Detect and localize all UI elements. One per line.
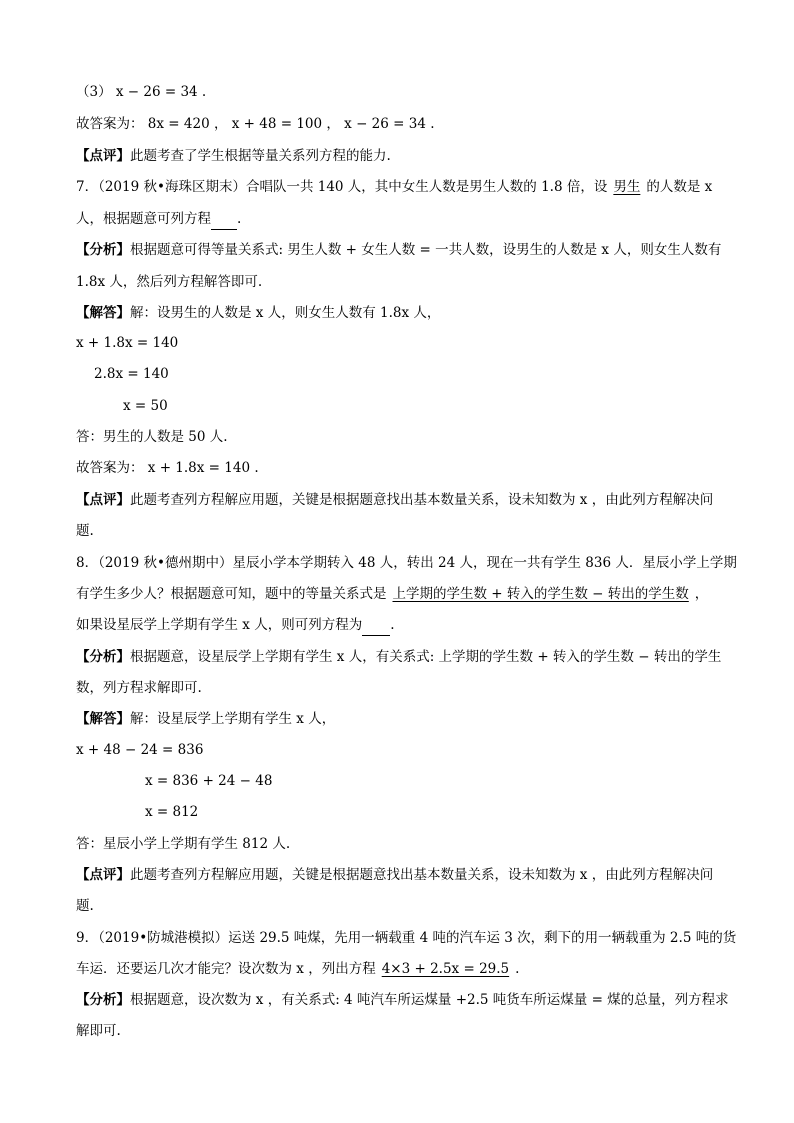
analysis-tag: 【分析】	[76, 242, 130, 258]
comment-tag: 【点评】	[76, 867, 130, 883]
q7-answer: 故答案为： x + 1.8x = 140 .	[76, 460, 259, 476]
q7-equation-3: x = 50	[123, 398, 168, 414]
q8-blank-equation	[362, 615, 390, 636]
q7-stem-line2: 人，根据题意可列方程 .	[76, 209, 726, 229]
q8-blank-relation: 上学期的学生数 + 转入的学生数 − 转出的学生数	[392, 586, 689, 602]
q9-stem-line1: 9．（2019•防城港模拟）运送 29.5 吨煤，先用一辆载重 4 吨的汽车运 3 次，剩下的用一辆载重为 2.5 吨的货	[76, 930, 737, 946]
q9-blank-equation: 4×3 + 2.5x = 29.5	[381, 961, 510, 977]
comment-tag: 【点评】	[76, 148, 130, 164]
q7-stem-line1: 7．（2019 秋•海珠区期末）合唱队一共 140 人，其中女生人数是男生人数的 1.8 倍，设 男生 的人数是 x	[76, 179, 713, 195]
q9-analysis-line2: 解即可.	[76, 1023, 121, 1039]
q8-comment-line1: 【点评】此题考查列方程解应用题，关键是根据题意找出基本数量关系，设未知数为 x ，由此列方程解决问	[76, 867, 714, 883]
q7-blank-answer: 男生	[613, 179, 641, 195]
q7-conclusion: 答：男生的人数是 50 人.	[76, 429, 228, 445]
q7-solution: 【解答】解：设男生的人数是 x 人，则女生人数有 1.8x 人，	[76, 305, 441, 321]
comment-tag: 【点评】	[76, 492, 130, 508]
q6-part3: （3） x − 26 = 34 .	[76, 84, 207, 100]
q8-analysis-line1: 【分析】根据题意，设星辰学上学期有学生 x 人，有关系式: 上学期的学生数 + 转入的学生数 − 转出的学生	[76, 649, 722, 665]
q8-stem-line3: 如果设星辰学上学期有学生 x 人，则可列方程为 .	[76, 615, 726, 635]
analysis-tag: 【分析】	[76, 649, 130, 665]
q8-comment-line2: 题.	[76, 898, 94, 914]
q7-analysis-line1: 【分析】根据题意可得等量关系式: 男生人数 + 女生人数 = 一共人数，设男生的人数是 x 人，则女生人数有	[76, 242, 722, 258]
q6-answer: 故答案为： 8x = 420 ， x + 48 = 100 ， x − 26 = 34 .	[76, 116, 435, 132]
q9-analysis-line1: 【分析】根据题意，设次数为 x ，有关系式: 4 吨汽车所运煤量 +2.5 吨货车所运煤量 = 煤的总量，列方程求	[76, 992, 729, 1008]
q8-equation-3: x = 812	[145, 804, 199, 820]
q8-equation-1: x + 48 − 24 = 836	[76, 742, 204, 758]
q7-equation-1: x + 1.8x = 140	[76, 335, 179, 351]
q8-conclusion: 答：星辰小学上学期有学生 812 人.	[76, 836, 291, 852]
analysis-tag: 【分析】	[76, 992, 130, 1008]
q7-equation-2: 2.8x = 140	[94, 366, 169, 382]
q8-analysis-line2: 数，列方程求解即可.	[76, 680, 202, 696]
q7-analysis-line2: 1.8x 人，然后列方程解答即可.	[76, 274, 263, 290]
q7-comment-line1: 【点评】此题考查列方程解应用题，关键是根据题意找出基本数量关系，设未知数为 x ，由此列方程解决问	[76, 492, 714, 508]
q7-comment-line2: 题.	[76, 523, 94, 539]
solution-tag: 【解答】	[76, 305, 130, 321]
q8-solution: 【解答】解：设星辰学上学期有学生 x 人，	[76, 711, 336, 727]
q8-stem-line1: 8．（2019 秋•德州期中）星辰小学本学期转入 48 人，转出 24 人，现在一共有学生 836 人．星辰小学上学期	[76, 555, 737, 571]
q6-comment: 【点评】此题考查了学生根据等量关系列方程的能力.	[76, 148, 391, 164]
q8-stem-line2: 有学生多少人？根据题意可知，题中的等量关系式是 上学期的学生数 + 转入的学生数 − 转出的学生数 ，	[76, 586, 709, 602]
q8-equation-2: x = 836 + 24 − 48	[145, 773, 273, 789]
solution-tag: 【解答】	[76, 711, 130, 727]
q9-stem-line2: 车运．还要运几次才能完？设次数为 x ，列出方程 4×3 + 2.5x = 29.5 .	[76, 961, 520, 977]
q7-blank-equation	[211, 209, 237, 230]
